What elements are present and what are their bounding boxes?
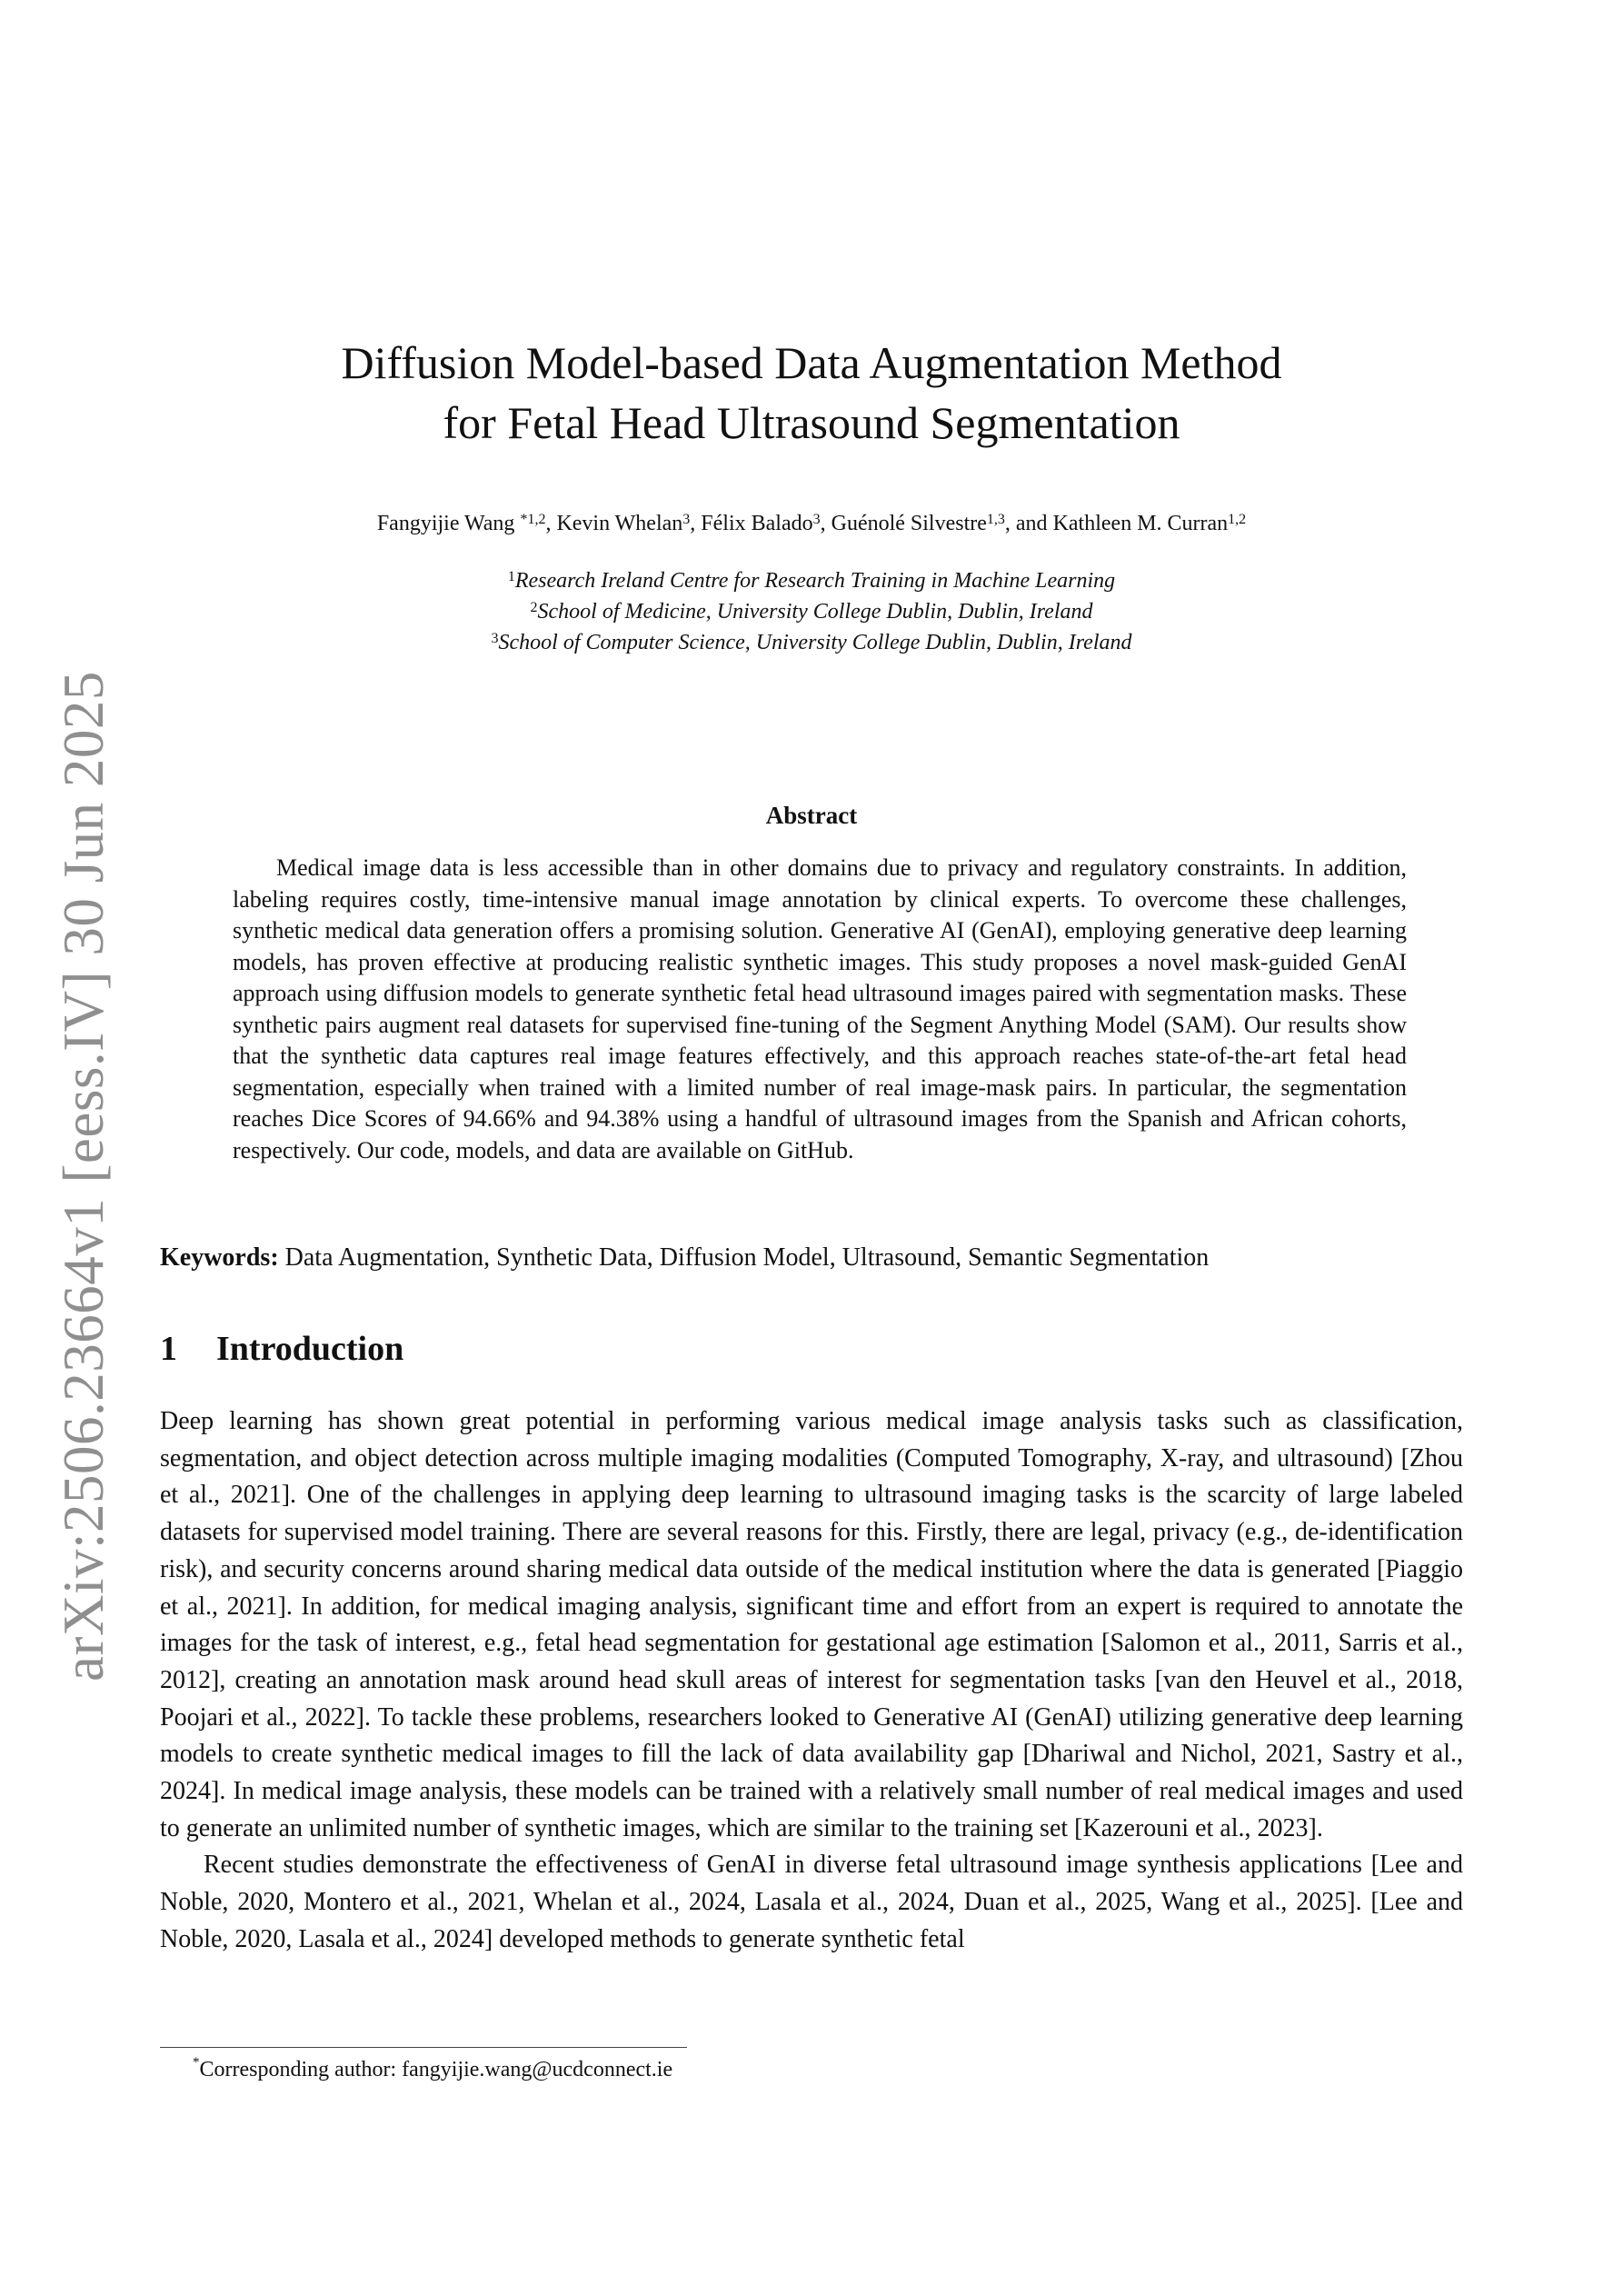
- affiliation-list: [160, 565, 1463, 658]
- section-title: Introduction: [216, 1330, 404, 1368]
- paragraph: Deep learning has shown great potential in performing various medical image analysis tasks such as classification, segmentation, and object detection across multiple imaging modalities (Computed Tomography, X-ray, and ultrasound) [Zhou et al., 2021]. One of the challenges in applying deep learning to ultrasound imaging tasks is the scarcity of large labeled datasets for supervised model training. There are several reasons for this. Firstly, there are legal, privacy (e.g., de-identification risk), and security concerns around sharing medical data outside of the medical institution where the data is generated [Piaggio et al., 2021]. In addition, for medical imaging analysis, significant time and effort from an expert is required to annotate the images for the task of interest, e.g., fetal head segmentation for gestational age estimation [Salomon et al., 2011, Sarris et al., 2012], creating an annotation mask around head skull areas of interest for segmentation tasks [van den Heuvel et al., 2018, Poojari et al., 2022]. To tackle these problems, researchers looked to Generative AI (GenAI) utilizing generative deep learning models to create synthetic medical images to fill the lack of data availability gap [Dhariwal and Nichol, 2021, Sastry et al., 2024]. In medical image analysis, these models can be trained with a relatively small number of real medical images and used to generate an unlimited number of synthetic images, which are similar to the training set [Kazerouni et al., 2023].: [160, 1407, 1463, 1842]
- footnote: [193, 2055, 673, 2082]
- keywords-text: Data Augmentation, Synthetic Data, Diffusion Model, Ultrasound, Semantic Segmentation: [284, 1243, 1210, 1272]
- author: Kevin Whelan$^3$,: [556, 512, 702, 535]
- abstract-body: Medical image data is less accessible than in other domains due to privacy and regulatory constraints. In addition, labeling requires costly, time-intensive manual image annotation by clinical experts. To overcome these challenges, synthetic medical data generation offers a promising solution. Generative AI (GenAI), employing generative deep learning models, has proven effective at producing realistic synthetic images. This study proposes a novel mask-guided GenAI approach using diffusion models to generate synthetic fetal head ultrasound images paired with segmentation masks. These synthetic pairs augment real datasets for supervised fine-tuning of the Segment Anything Model (SAM). Our results show that the synthetic data captures real image features effectively, and this approach reaches state-of-the-art fetal head segmentation, especially when trained with a limited number of real image-mask pairs. In particular, the segmentation reaches Dice Scores of 94.66% and 94.38% using a handful of ultrasound images from the Spanish and African cohorts, respectively. Our code, models, and data are available on GitHub.: [233, 854, 1407, 1163]
- title-line-1: Diffusion Model-based Data Augmentation Method: [341, 337, 1282, 388]
- author: Fangyijie Wang $^{*1,2}$,: [376, 512, 557, 535]
- title-line-2: for Fetal Head Ultrasound Segmentation: [443, 397, 1180, 448]
- author: Guénolé Silvestre$^{1,3}$, and: [831, 512, 1053, 535]
- arxiv-identifier: arXiv:2506.23664v1 [eess.IV] 30 Jun 2025: [52, 671, 115, 1682]
- keywords-label: Keywords:: [160, 1243, 279, 1272]
- keywords: [160, 1242, 1463, 1274]
- section-number: 1: [160, 1330, 177, 1368]
- section-heading: [160, 1329, 403, 1369]
- footnote-text: Corresponding author: fangyijie.wang@ucdconnect.ie: [199, 2058, 673, 2081]
- footnote-divider: [160, 2047, 687, 2048]
- author: Félix Balado$^3$,: [701, 512, 831, 535]
- affiliation: $^3$School of Computer Science, University College Dublin, Dublin, Ireland: [491, 631, 1132, 654]
- abstract-heading: Abstract: [765, 802, 858, 829]
- introduction-body: [160, 1403, 1463, 1959]
- author-list: [160, 507, 1463, 540]
- footnote-marker: *: [193, 2055, 200, 2070]
- paper-title: [160, 333, 1463, 453]
- affiliation: $^2$School of Medicine, University College Dublin, Dublin, Ireland: [530, 600, 1093, 624]
- affiliation: $^1$Research Ireland Centre for Research Training in Machine Learning: [507, 569, 1116, 593]
- paragraph: Recent studies demonstrate the effectiveness of GenAI in diverse fetal ultrasound image synthesis applications [Lee and Noble, 2020, Montero et al., 2021, Whelan et al., 2024, Lasala et al., 2024, Duan et al., 2025, Wang et al., 2025]. [Lee and Noble, 2020, Lasala et al., 2024] developed methods to generate synthetic fetal: [160, 1851, 1463, 1953]
- author: Kathleen M. Curran$^{1,2}$: [1052, 512, 1247, 535]
